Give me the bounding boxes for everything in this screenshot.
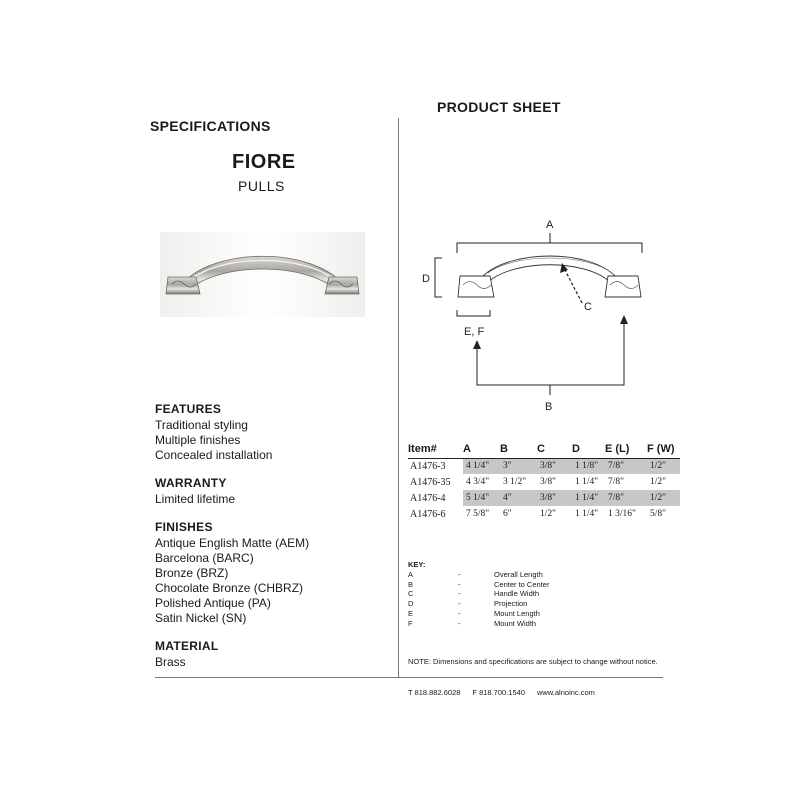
- vertical-divider: [398, 118, 399, 678]
- finishes-section: [155, 520, 309, 626]
- finish-item: Antique English Matte (AEM): [155, 536, 310, 550]
- key-dash: -: [458, 569, 461, 579]
- key-dash: -: [458, 579, 461, 589]
- key-dash: -: [458, 608, 461, 618]
- key-letter: F: [408, 618, 413, 628]
- column-header: F (W): [647, 443, 675, 456]
- features-title: FEATURES: [155, 402, 222, 416]
- features-item: Concealed installation: [155, 448, 273, 462]
- diagram-label-a: A: [546, 219, 554, 231]
- table-cell: 3/8": [537, 458, 572, 474]
- key-meaning: Handle Width: [494, 589, 540, 599]
- column-header: E (L): [605, 443, 630, 456]
- table-row: [408, 474, 680, 490]
- column-header: Item#: [408, 443, 437, 456]
- table-cell: 7/8": [605, 458, 647, 474]
- footer-fax: F 818.700.1540: [472, 688, 525, 697]
- contact-footer: [408, 688, 595, 697]
- dimension-diagram: [410, 215, 670, 415]
- table-row: [408, 458, 680, 474]
- table-cell: 1 3/16": [608, 509, 636, 519]
- column-header: B: [500, 443, 508, 456]
- finish-item: Polished Antique (PA): [155, 596, 271, 610]
- warranty-item: Limited lifetime: [155, 492, 236, 506]
- disclaimer-note: NOTE: Dimensions and specifications are subject to change without notice.: [408, 657, 658, 666]
- spec-table: [408, 443, 680, 522]
- key-dash: -: [458, 589, 461, 599]
- table-cell: 4 3/4": [466, 477, 490, 487]
- finishes-title: FINISHES: [155, 520, 213, 534]
- product-sheet-heading: PRODUCT SHEET: [437, 99, 561, 115]
- table-row: [408, 506, 680, 522]
- product-type: PULLS: [238, 178, 285, 194]
- key-row: [408, 570, 549, 580]
- column-header: D: [572, 443, 580, 456]
- table-cell: A1476-35: [410, 476, 451, 488]
- key-row: [408, 609, 549, 619]
- footer-divider: [155, 677, 663, 678]
- key-letter: B: [408, 579, 414, 589]
- features-section: [155, 402, 272, 463]
- table-cell: A1476-3: [410, 460, 446, 472]
- diagram-label-d: D: [422, 273, 430, 285]
- table-cell: A1476-4: [410, 492, 446, 504]
- key-letter: D: [408, 599, 414, 609]
- key-letter: C: [408, 589, 414, 599]
- key-meaning: Mount Length: [494, 608, 540, 618]
- footer-website[interactable]: www.alnoinc.com: [536, 688, 595, 697]
- warranty-section: [155, 476, 235, 507]
- table-cell: 1/2": [540, 509, 557, 519]
- diagram-label-c: C: [584, 301, 592, 313]
- table-cell: 3/8": [540, 477, 557, 487]
- key-legend: [408, 560, 549, 629]
- table-cell: 4": [500, 490, 537, 506]
- finish-item: Barcelona (BARC): [155, 551, 254, 565]
- table-cell: 7/8": [608, 477, 625, 487]
- table-cell: 1 1/4": [572, 490, 605, 506]
- table-cell: 7/8": [605, 490, 647, 506]
- key-letter: A: [408, 569, 414, 579]
- key-row: [408, 589, 549, 599]
- key-dash: -: [458, 618, 461, 628]
- finish-item: Chocolate Bronze (CHBRZ): [155, 581, 304, 595]
- footer-phone: T 818.882.6028: [408, 688, 461, 697]
- key-meaning: Center to Center: [494, 579, 550, 589]
- table-cell: 1 1/4": [575, 509, 599, 519]
- table-cell: 1 1/8": [572, 458, 605, 474]
- table-cell: 3/8": [537, 490, 572, 506]
- features-item: Traditional styling: [155, 418, 248, 432]
- table-cell: A1476-6: [410, 508, 446, 520]
- key-meaning: Projection: [494, 599, 528, 609]
- column-header: C: [537, 443, 545, 456]
- key-meaning: Mount Width: [494, 618, 537, 628]
- key-meaning: Overall Length: [494, 569, 543, 579]
- finish-item: Bronze (BRZ): [155, 566, 229, 580]
- table-cell: 5 1/4": [463, 490, 500, 506]
- table-cell: 1/2": [647, 490, 680, 506]
- table-row: [408, 490, 680, 506]
- finish-item: Satin Nickel (SN): [155, 611, 247, 625]
- table-header-row: [408, 443, 680, 458]
- table-cell: 7 5/8": [466, 509, 490, 519]
- table-cell: 1 1/4": [575, 477, 599, 487]
- table-cell: 5/8": [650, 509, 667, 519]
- material-item: Brass: [155, 655, 186, 669]
- diagram-label-b: B: [545, 401, 553, 413]
- diagram-label-ef: E, F: [464, 326, 485, 338]
- material-section: [155, 639, 219, 670]
- key-dash: -: [458, 599, 461, 609]
- table-cell: 1/2": [650, 477, 667, 487]
- warranty-title: WARRANTY: [155, 476, 227, 490]
- key-title: KEY:: [408, 560, 426, 569]
- key-row: [408, 619, 549, 629]
- table-cell: 4 1/4": [463, 458, 500, 474]
- key-row: [408, 599, 549, 609]
- product-photo: [160, 232, 365, 317]
- table-cell: 3": [500, 458, 537, 474]
- table-cell: 6": [503, 509, 512, 519]
- product-name: FIORE: [232, 151, 296, 173]
- key-letter: E: [408, 608, 414, 618]
- features-item: Multiple finishes: [155, 433, 241, 447]
- table-cell: 1/2": [647, 458, 680, 474]
- table-cell: 3 1/2": [503, 477, 527, 487]
- key-row: [408, 580, 549, 590]
- specifications-heading: SPECIFICATIONS: [150, 118, 271, 134]
- column-header: A: [463, 443, 471, 456]
- material-title: MATERIAL: [155, 639, 219, 653]
